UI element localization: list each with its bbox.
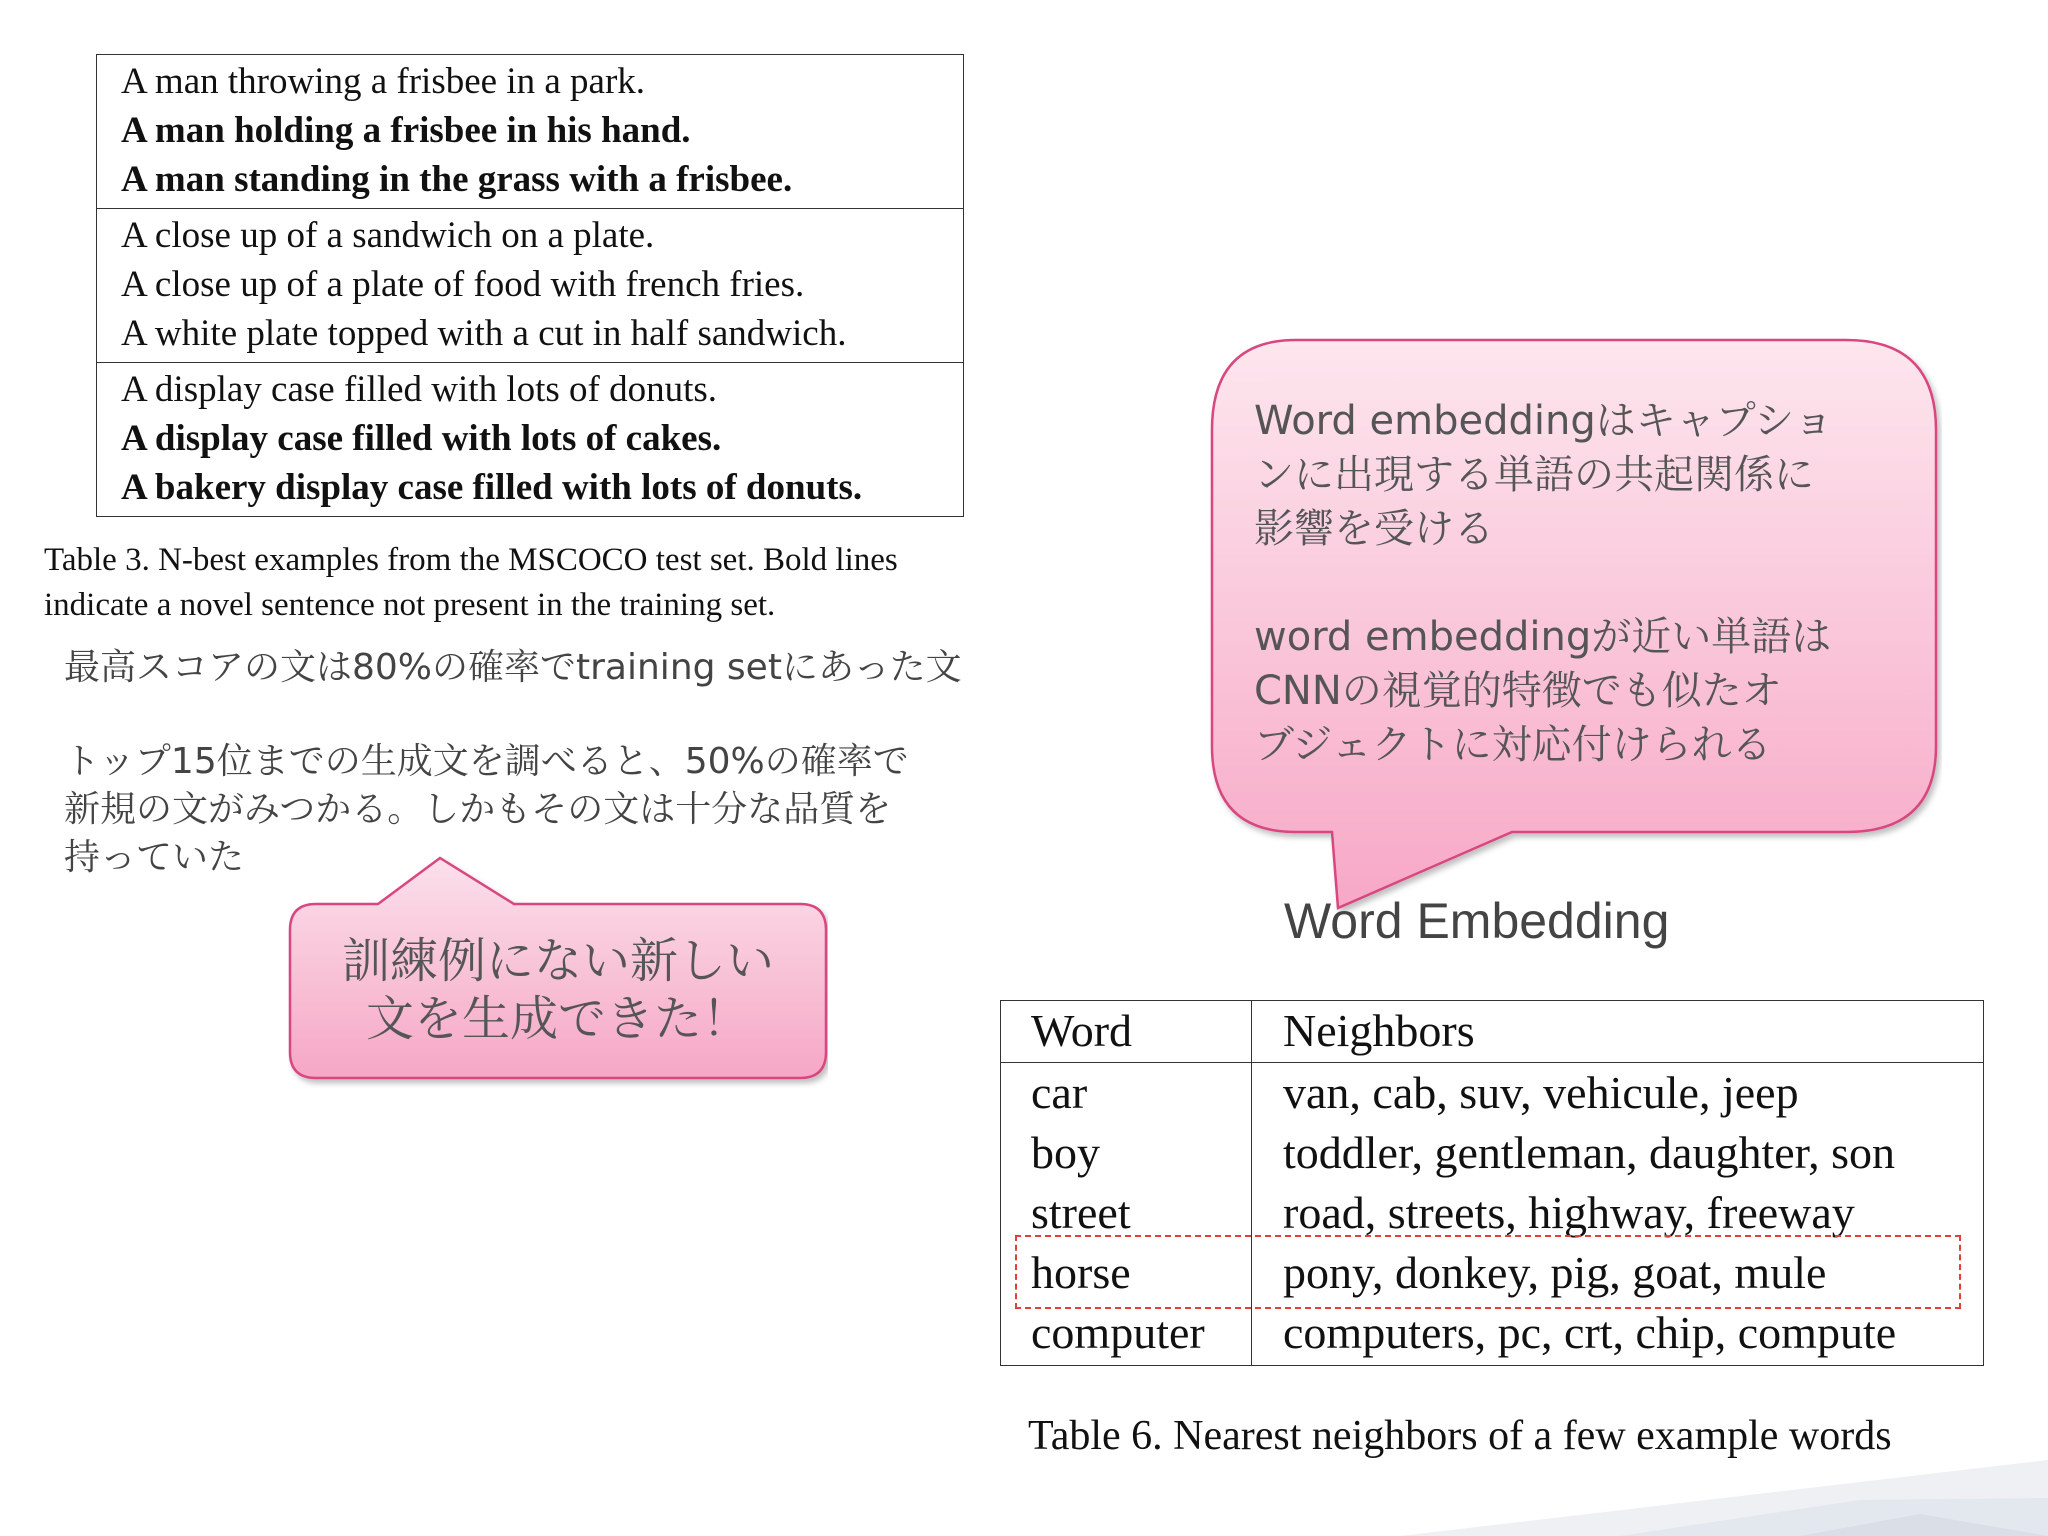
callout-left-line: 文を生成できた！ [365, 991, 750, 1047]
table-3-caption [44, 538, 898, 628]
note-line: 持っていた [64, 837, 245, 878]
table-3-line: A close up of a sandwich on a plate. [121, 215, 655, 256]
callout-right-text [1254, 394, 1833, 772]
table-3-group [97, 55, 963, 208]
callout-right-line: ブジェクトに対応付けられる [1254, 722, 1772, 768]
table-6-neighbors: computers, pc, crt, chip, compute [1283, 1307, 1897, 1358]
table-3-line-novel: A man standing in the grass with a frisbee. [121, 159, 793, 200]
callout-right-line: word embeddingが近い単語は [1254, 614, 1832, 660]
table-3-line: A display case filled with lots of donuts. [121, 369, 718, 410]
callout-left [288, 856, 828, 1088]
table-6-column-divider [1251, 1001, 1252, 1365]
table-3-group [97, 208, 963, 362]
table-3 [96, 54, 964, 517]
callout-right-line: 影響を受ける [1254, 506, 1494, 552]
background-decoration [1100, 1440, 2048, 1536]
callout-right-line: ンに出現する単語の共起関係に [1254, 452, 1814, 498]
table-6-word: boy [1031, 1127, 1100, 1178]
table-6-caption: Table 6. Nearest neighbors of a few example words [1028, 1413, 1892, 1459]
callout-right [1206, 336, 1942, 916]
table-3-line: A white plate topped with a cut in half sandwich. [121, 313, 847, 354]
callout-right-line: CNNの視覚的特徴でも似たオ [1254, 668, 1782, 714]
table-6-neighbors: pony, donkey, pig, goat, mule [1283, 1247, 1827, 1298]
table-3-group [97, 362, 963, 516]
table-6-word: street [1031, 1187, 1131, 1238]
table-6-neighbors: road, streets, highway, freeway [1283, 1187, 1855, 1238]
table-6 [1000, 1000, 1984, 1366]
note-top-score: 最高スコアの文は80%の確率でtraining setにあった文 [64, 647, 962, 688]
table-6-header-neighbors: Neighbors [1283, 1005, 1475, 1056]
table-3-caption-line: Table 3. N-best examples from the MSCOCO test set. Bold lines [44, 542, 898, 578]
highlight-horse-row [1015, 1235, 1961, 1309]
callout-right-spacer [1254, 556, 1833, 610]
callout-left-text [288, 932, 828, 1048]
callout-left-line: 訓練例にない新しい [341, 933, 774, 989]
word-embedding-label: Word Embedding [1284, 893, 1670, 949]
table-6-header-word: Word [1031, 1005, 1133, 1056]
table-6-neighbors: toddler, gentleman, daughter, son [1283, 1127, 1896, 1178]
note-line: 新規の文がみつかる。しかもその文は十分な品質を [64, 789, 892, 830]
table-6-word: horse [1031, 1247, 1131, 1298]
table-6-neighbors: van, cab, suv, vehicule, jeep [1283, 1067, 1799, 1118]
table-3-line-novel: A bakery display case filled with lots of donuts. [121, 467, 863, 508]
table-3-line: A man throwing a frisbee in a park. [121, 61, 646, 102]
table-3-line-novel: A man holding a frisbee in his hand. [121, 110, 691, 151]
callout-right-line: Word embeddingはキャプショ [1254, 398, 1834, 444]
table-3-caption-line: indicate a novel sentence not present in the training set. [44, 587, 776, 623]
table-6-word: car [1031, 1067, 1088, 1118]
note-line: トップ15位までの生成文を調べると、50%の確率で [64, 741, 909, 782]
table-3-line-novel: A display case filled with lots of cakes. [121, 418, 722, 459]
table-3-line: A close up of a plate of food with french fries. [121, 264, 805, 305]
table-6-word: computer [1031, 1307, 1205, 1358]
